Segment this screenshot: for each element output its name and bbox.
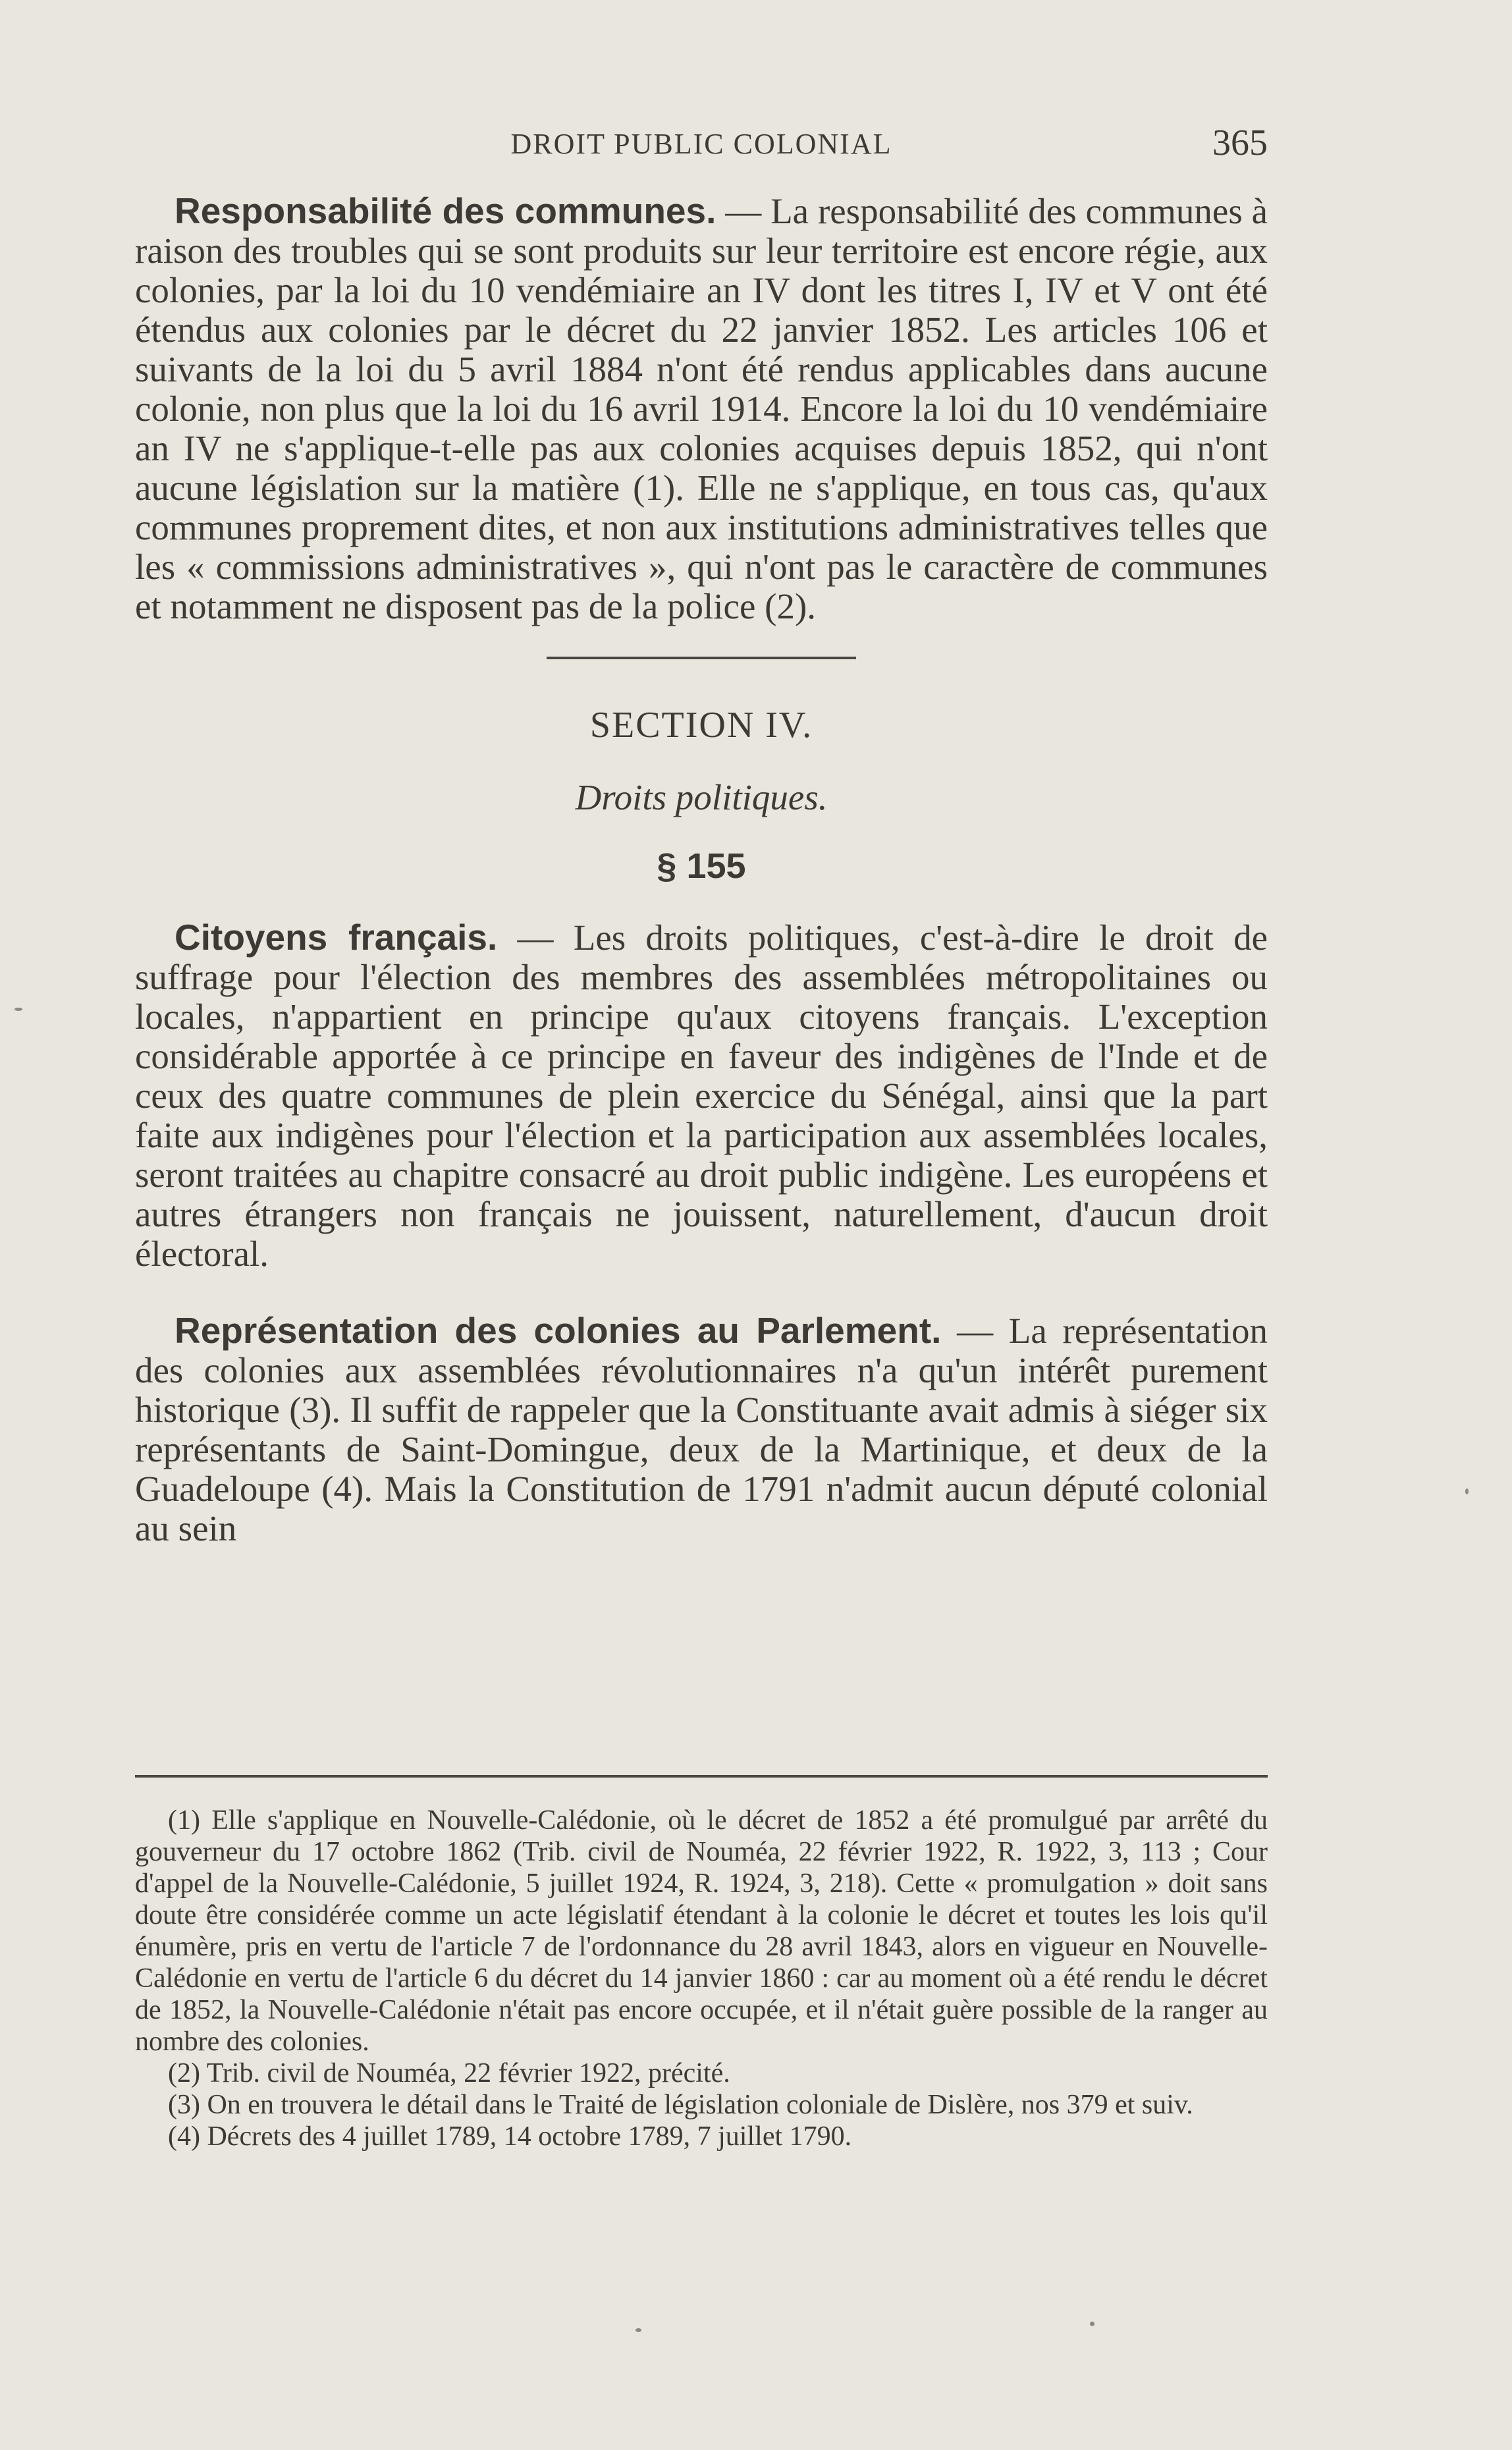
footnote-4: (4) Décrets des 4 juillet 1789, 14 octobre 1789, 7 juillet 1790. — [168, 2121, 852, 2152]
paragraph-body: — La représentation des colonies aux assemblées révolutionnaires n'a qu'un intérêt purement historique (3). Il suffit de rappeler que la Constituante avait admis à siéger six représentants de Saint-Domingue, deux de la Martinique, et deux de la Guadeloupe (4). Mais la Constitution de 1791 n'admit aucun député colonial au sein — [135, 1311, 1268, 1548]
footnote-1: (1) Elle s'applique en Nouvelle-Calédonie, où le décret de 1852 a été promulgué par arrêté du gouverneur du 17 octobre 1862 (Trib. civil de Nouméa, 22 février 1922, R. 1922, 3, 113 ; Cour d'appel de la Nouvelle-Calédonie, 5 juillet 1924, R. 1924, 3, 218). Cette « promulgation » doit sans doute être considérée comme un acte législatif étendant à la colonie le décret et toutes les lois qu'il énumère, pris en vertu de l'article 7 de l'ordonnance du 28 avril 1843, alors en vigueur en Nouvelle-Calédonie en vertu de l'article 6 du décret du 14 janvier 1860 : car au moment où a été rendu le décret de 1852, la Nouvelle-Calédonie n'était pas encore occupée, et il n'était guère possible de la ranger au nombre des colonies. — [135, 1805, 1268, 2057]
paragraph-body: — Les droits politiques, c'est-à-dire le droit de suffrage pour l'élection des membres des assemblées métropolitaines ou locales, n'appartient en principe qu'aux citoyens français. L'exception considérable apportée à ce principe en faveur des indigènes de l'Inde et de ceux des quatre communes de plein exercice du Sénégal, ainsi que la part faite aux indigènes pour l'élection et la participation aux assemblées locales, seront traitées au chapitre consacré au droit public indigène. Les européens et autres étrangers non français ne jouissent, naturellement, d'aucun droit électoral. — [135, 917, 1268, 1274]
section-divider — [547, 657, 856, 659]
paper-speck — [635, 2328, 641, 2332]
paragraph-body: — La responsabilité des communes à raison des troubles qui se sont produits sur leur territoire est encore régie, aux colonies, par la loi du 10 vendémiaire an IV dont les titres I, IV et V ont été étendus aux colonies par le décret du 22 janvier 1852. Les articles 106 et suivants de la loi du 5 avril 1884 n'ont été rendus applicables dans aucune colonie, non plus que la loi du 16 avril 1914. Encore la loi du 10 vendémiaire an IV ne s'applique-t-elle pas aux colonies acquises depuis 1852, qui n'ont aucune législation sur la matière (1). Elle ne s'applique, en tous cas, qu'aux communes proprement dites, et non aux institutions administratives telles que les « commissions administratives », qui n'ont pas le caractère de communes et notamment ne disposent pas de la police (2). — [135, 191, 1268, 626]
paragraph-representation-parlement — [135, 1311, 1268, 1548]
paper-speck — [14, 1008, 22, 1011]
main-text — [135, 191, 1268, 1548]
footnotes — [135, 1805, 1268, 2152]
paragraph-rubric: Représentation des colonies au Parlement. — [175, 1310, 942, 1351]
paragraph-citoyens-francais — [135, 917, 1268, 1274]
paragraph-responsabilite-communes — [135, 191, 1268, 626]
section-paragraph-number: § 155 — [657, 846, 746, 886]
paper-speck — [1090, 2322, 1094, 2326]
page-number: 365 — [1212, 122, 1268, 163]
footnote-2: (2) Trib. civil de Nouméa, 22 février 1922, précité. — [168, 2058, 730, 2088]
page-header — [135, 122, 1268, 168]
section-heading: SECTION IV. — [589, 705, 813, 746]
paragraph-rubric: Citoyens français. — [175, 917, 498, 958]
running-title: DROIT PUBLIC COLONIAL — [510, 128, 892, 160]
footnote-3: (3) On en trouvera le détail dans le Traité de législation coloniale de Dislère, nos 379 et suiv. — [168, 2090, 1193, 2120]
section-subtitle: Droits politiques. — [575, 777, 828, 817]
paper-speck — [1465, 1488, 1469, 1494]
footnote-rule — [135, 1775, 1268, 1778]
paragraph-rubric: Responsabilité des communes. — [175, 190, 716, 231]
